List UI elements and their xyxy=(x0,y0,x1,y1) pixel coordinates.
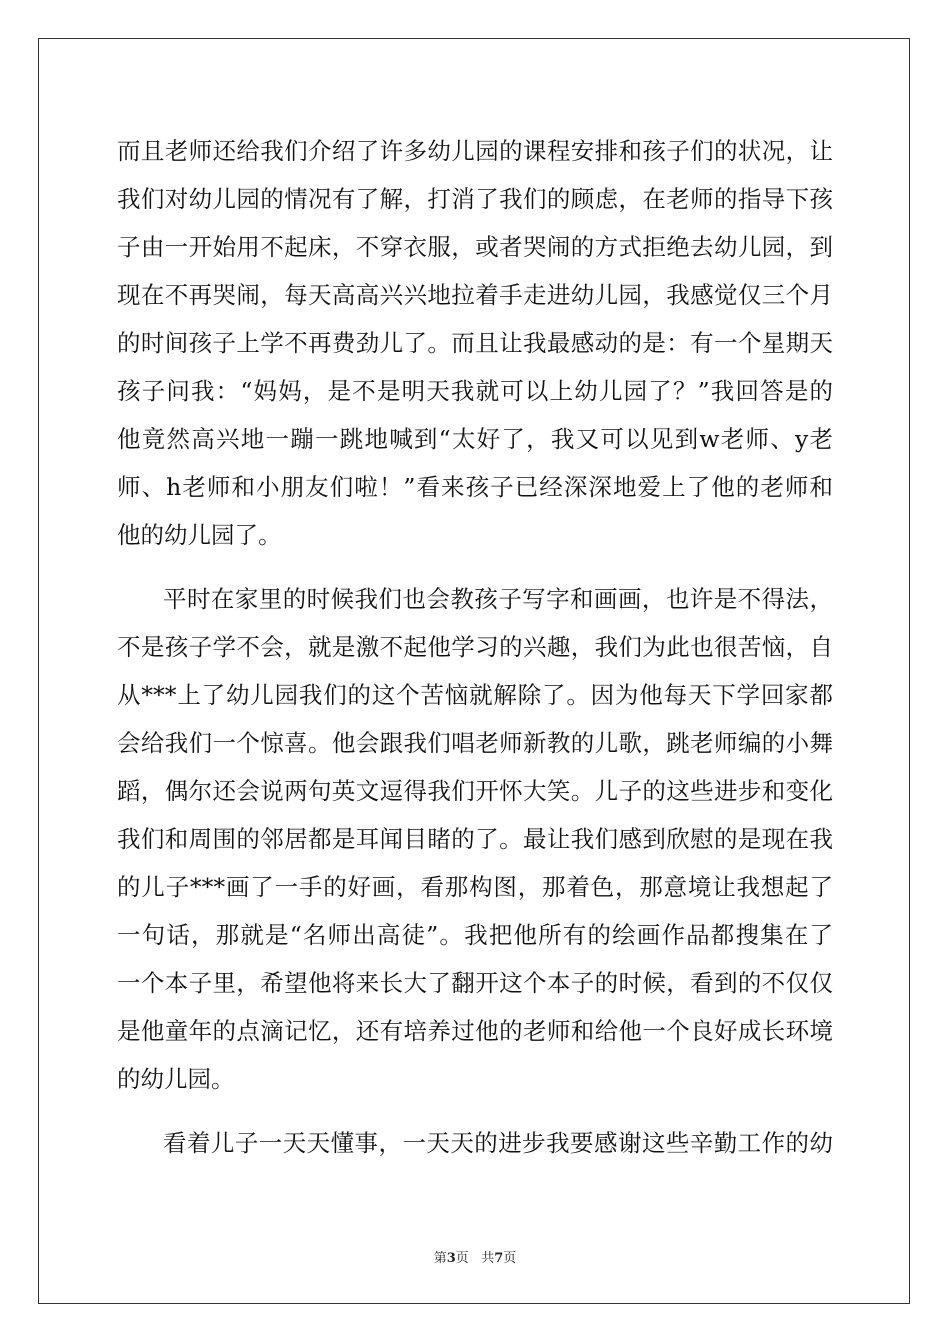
page-footer xyxy=(0,1250,950,1268)
paragraph-2-line-3: 从***上了幼儿园我们的这个苦恼就解除了。因为他每天下学回家都 xyxy=(117,681,833,709)
footer-page-suffix: 页 xyxy=(455,1251,469,1266)
paragraph-2-line-2: 不是孩子学不会，就是激不起他学习的兴趣，我们为此也很苦恼，自 xyxy=(117,633,833,661)
footer-page-number: 3 xyxy=(446,1251,456,1266)
paragraph-2-line-1: 平时在家里的时候我们也会教孩子写字和画画，也许是不得法， xyxy=(163,585,833,613)
paragraph-2-line-7: 的儿子***画了一手的好画，看那构图，那着色，那意境让我想起了 xyxy=(117,873,833,901)
paragraph-1-line-2: 我们对幼儿园的情况有了解，打消了我们的顾虑，在老师的指导下孩 xyxy=(117,185,833,213)
paragraph-2-line-4: 会给我们一个惊喜。他会跟我们唱老师新教的儿歌，跳老师编的小舞 xyxy=(117,729,833,757)
paragraph-2-line-5: 蹈，偶尔还会说两句英文逗得我们开怀大笑。儿子的这些进步和变化 xyxy=(117,777,833,805)
footer-total-pages: 7 xyxy=(494,1251,504,1266)
paragraph-2-line-10: 是他童年的点滴记忆，还有培养过他的老师和给他一个良好成长环境 xyxy=(117,1017,833,1045)
paragraph-1-line-4: 现在不再哭闹，每天高高兴兴地拉着手走进幼儿园，我感觉仅三个月 xyxy=(117,281,833,309)
paragraph-1-line-7: 他竟然高兴地一蹦一跳地喊到“太好了，我又可以见到w老师、y老 xyxy=(117,425,833,453)
paragraph-1-line-3: 子由一开始用不起床，不穿衣服，或者哭闹的方式拒绝去幼儿园，到 xyxy=(117,233,833,261)
paragraph-2-line-11: 的幼儿园。 xyxy=(117,1065,235,1093)
paragraph-1-line-9: 他的幼儿园了。 xyxy=(117,521,282,549)
paragraph-2-line-9: 一个本子里，希望他将来长大了翻开这个本子的时候，看到的不仅仅 xyxy=(117,969,833,997)
paragraph-3-line-1: 看着儿子一天天懂事，一天天的进步我要感谢这些辛勤工作的幼 xyxy=(163,1129,833,1157)
paragraph-1-line-5: 的时间孩子上学不再费劲儿了。而且让我最感动的是：有一个星期天 xyxy=(117,329,833,357)
footer-total-prefix: 共 xyxy=(481,1251,495,1266)
paragraph-1-line-1: 而且老师还给我们介绍了许多幼儿园的课程安排和孩子们的状况，让 xyxy=(117,137,833,165)
footer-total-suffix: 页 xyxy=(503,1251,517,1266)
paragraph-2-line-6: 我们和周围的邻居都是耳闻目睹的了。最让我们感到欣慰的是现在我 xyxy=(117,825,833,853)
footer-page-prefix: 第 xyxy=(433,1251,447,1266)
paragraph-1-line-6: 孩子问我：“妈妈，是不是明天我就可以上幼儿园了？”我回答是的 xyxy=(117,377,833,405)
paragraph-1-line-8: 师、h老师和小朋友们啦！”看来孩子已经深深地爱上了他的老师和 xyxy=(117,473,833,501)
paragraph-2-line-8: 一句话，那就是“名师出高徒”。我把他所有的绘画作品都搜集在了 xyxy=(117,921,833,949)
